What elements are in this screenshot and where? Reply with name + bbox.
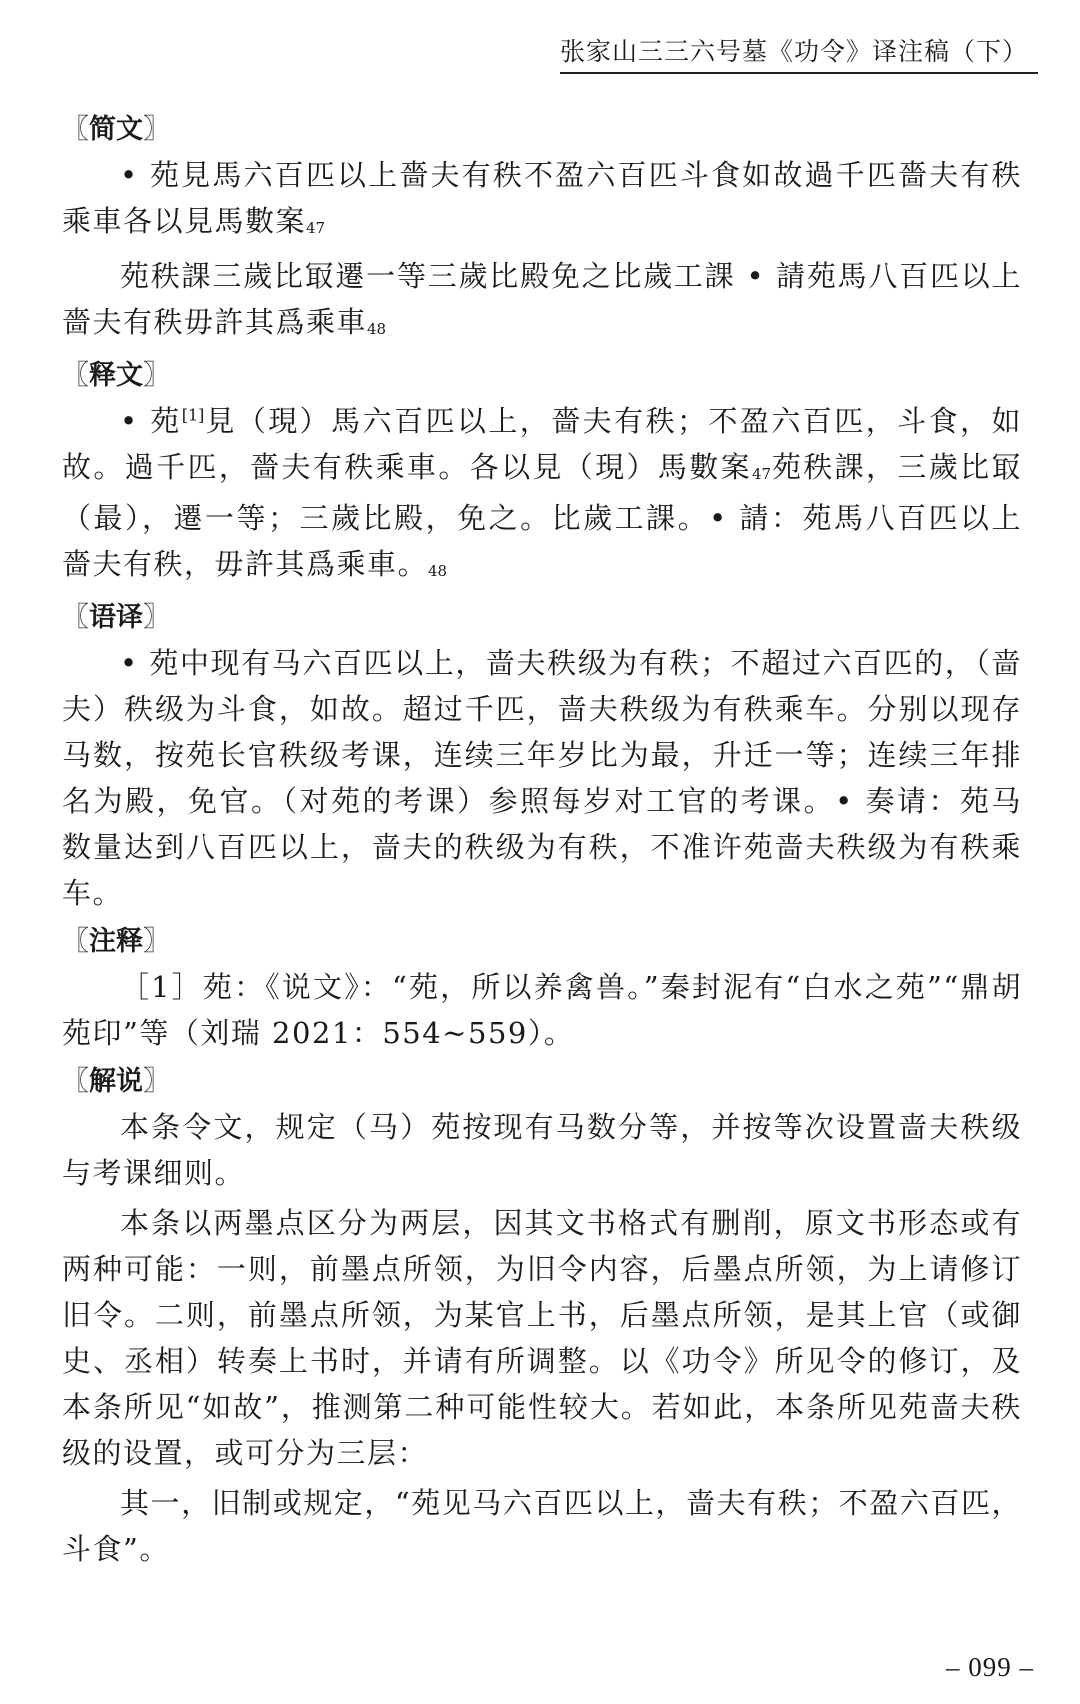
slip-number: 48 — [428, 562, 448, 580]
section-heading-jianwen: 〖简文〗 — [62, 114, 170, 145]
page-number: – 099 – — [946, 1652, 1034, 1682]
yuyi-paragraph: • 苑中现有马六百匹以上，啬夫秩级为有秩；不超过六百匹的，（啬夫）秩级为斗食，如故。超过千匹，啬夫秩级为有秩乘车。分别以现存马数，按苑长官秩级考课，连续三年岁比为最，升迁一等；连续三年排名为殿，免官。（对苑的考课）参照每岁对工官的考课。• 奏请：苑马数量达到八百匹以上，啬夫的秩级为有秩，不准许苑啬夫秩级为有秩乘车。 — [62, 646, 1022, 910]
zhushi-note-1: ［1］苑：《说文》：“苑，所以养禽兽。”秦封泥有“白水之苑”“鼎胡苑印”等（刘瑞 2021：554~559）。 — [62, 970, 1022, 1050]
section-heading-shiwen: 〖释文〗 — [62, 360, 170, 391]
section-heading-label: 释文 — [89, 360, 143, 391]
jianwen-paragraph-2: 苑秩課三歲比冣遷一等三歲比殿免之比歲工課 • 請苑馬八百匹以上嗇夫有秩毋許其爲乘車48 — [62, 259, 1022, 339]
jieshuo-paragraph-3: 其一，旧制或规定，“苑见马六百匹以上，啬夫有秩；不盈六百匹，斗食”。 — [62, 1486, 1022, 1566]
slip-number: 47 — [751, 465, 772, 483]
section-heading-zhushi: 〖注释〗 — [62, 926, 170, 957]
section-heading-jieshuo: 〖解说〗 — [62, 1066, 170, 1097]
slip-number: 47 — [306, 219, 326, 237]
jieshuo-paragraph-2: 本条以两墨点区分为两层，因其文书格式有删削，原文书形态或有两种可能：一则，前墨点所领，为旧令内容，后墨点所领，为上请修订旧令。二则，前墨点所领，为某官上书，后墨点所领，是其上官（或御史、丞相）转奏上书时，并请有所调整。以《功令》所见令的修订，及本条所见“如故”，推测第二种可能性较大。若如此，本条所见苑啬夫秩级的设置，或可分为三层： — [62, 1206, 1022, 1470]
page-body — [62, 108, 1022, 1576]
section-heading-label: 简文 — [89, 114, 143, 145]
header-rule — [560, 72, 1038, 74]
section-heading-label: 解说 — [89, 1066, 143, 1097]
jianwen-paragraph-1: • 苑見馬六百匹以上嗇夫有秩不盈六百匹斗食如故過千匹嗇夫有秩乘車各以見馬數案47 — [62, 158, 1022, 238]
jieshuo-paragraph-1: 本条令文，规定（马）苑按现有马数分等，并按等次设置啬夫秩级与考课细则。 — [62, 1110, 1022, 1190]
section-heading-label: 语译 — [89, 602, 143, 633]
running-header: 张家山三三六号墓《功令》译注稿（下） — [560, 37, 1029, 66]
section-heading-yuyi: 〖语译〗 — [62, 602, 170, 633]
section-heading-label: 注释 — [89, 926, 143, 957]
slip-number: 48 — [367, 320, 387, 338]
footnote-marker: [1] — [181, 405, 205, 425]
shiwen-paragraph: • 苑[1]見（現）馬六百匹以上，嗇夫有秩；不盈六百匹，斗食，如故。過千匹，嗇夫有秩乘車。各以見（現）馬數案47苑秩課，三歲比冣（最），遷一等；三歲比殿，免之。比歲工課。• 請：苑馬八百匹以上嗇夫有秩，毋許其爲乘車。48 — [62, 404, 1022, 581]
